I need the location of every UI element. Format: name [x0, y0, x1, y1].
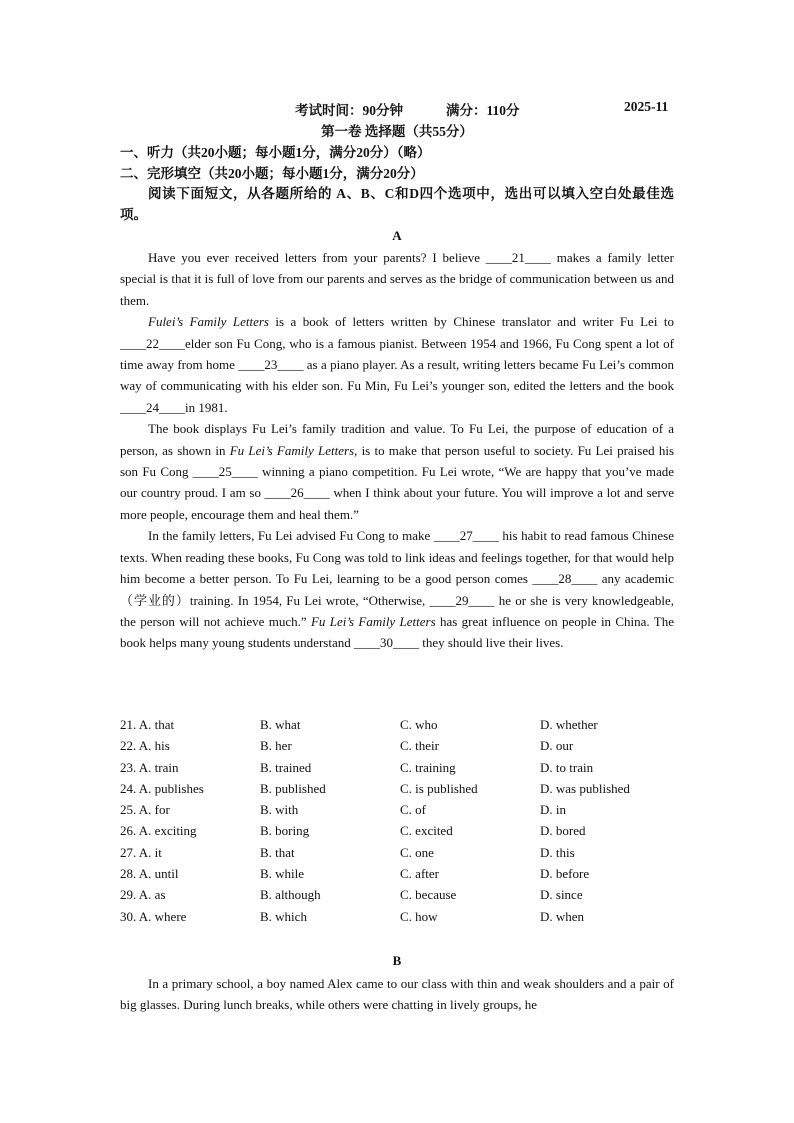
cloze-instruction: 阅读下面短文，从各题所给的 A、B、C和D四个选项中，选出可以填入空白处最佳选项。 [120, 186, 674, 222]
exam-time: 考试时间：90分钟 [295, 103, 403, 118]
full-score: 满分：110分 [446, 103, 520, 118]
option-row [120, 760, 680, 781]
option-d: D. when [540, 908, 585, 924]
option-c: C. one [400, 844, 434, 860]
option-row [120, 823, 680, 844]
option-a: 28. A. until [120, 866, 179, 882]
option-b: B. boring [260, 823, 310, 839]
passage-a-paragraph-4 [120, 525, 674, 653]
option-b: B. her [260, 738, 292, 754]
option-a: 30. A. where [120, 908, 187, 924]
option-d: D. this [540, 844, 575, 860]
option-row [120, 909, 680, 930]
passage-b-title: B [392, 953, 402, 968]
exam-date: 2025-11 [624, 99, 669, 114]
option-b: B. with [260, 802, 299, 818]
passage-a-paragraph-3 [120, 418, 674, 525]
option-a: 24. A. publishes [120, 780, 204, 796]
option-d: D. our [540, 738, 574, 754]
option-c: C. after [400, 866, 439, 882]
option-a: 25. A. for [120, 802, 170, 818]
option-d: D. was published [540, 780, 630, 796]
option-row [120, 887, 680, 908]
option-c: C. because [400, 887, 457, 903]
option-a: 27. A. it [120, 844, 162, 860]
option-c: C. excited [400, 823, 453, 839]
option-a: 21. A. that [120, 717, 175, 732]
option-row [120, 802, 680, 823]
option-row [120, 717, 680, 738]
passage-a-paragraph-2 [120, 311, 674, 418]
option-c: C. how [400, 908, 438, 924]
option-b: B. trained [260, 759, 312, 775]
passage-b-paragraph-1: In a primary school, a boy named Alex came to our class with thin and weak shoulders and a pair of big glasses. During lunch breaks, while others were chatting in lively groups, he [120, 976, 674, 1013]
paragraph-text: is a book of letters written by Chinese translator and writer Fu Lei to ____22____elder son Fu Cong, who is a famous pianist. Between 1954 and 1966, Fu Cong spent a lot of time away from home ____23____ as a piano player. As a result, writing letters became Fu Lei’s common way of communicating with his elder son. Fu Min, Fu Lei’s younger son, edited the letters and the book ____24____in 1981. [120, 314, 674, 415]
option-d: D. since [540, 887, 583, 903]
book-title: Fu Lei’s Family Letters [310, 613, 436, 629]
option-a: 23. A. train [120, 759, 179, 775]
book-title: Fu Lei’s Family Letters [229, 442, 355, 458]
option-c: C. their [400, 738, 439, 754]
option-row [120, 845, 680, 866]
book-title: Fulei’s Family Letters [148, 314, 269, 330]
option-row [120, 866, 680, 887]
passage-a-title: A [392, 228, 402, 243]
option-row [120, 738, 680, 759]
option-c: C. who [400, 717, 438, 732]
volume-title: 第一卷 选择题（共55分） [321, 124, 473, 139]
option-c: C. of [400, 802, 426, 818]
option-d: D. whether [540, 717, 598, 732]
paragraph-text: has great influence on people in China. The book helps many young students understand ____30____ they should live their lives. [120, 613, 674, 651]
paragraph-text: The book displays Fu Lei’s family tradition and value. To Fu Lei, the purpose of education of a person, as shown in [120, 421, 674, 458]
passage-a-paragraph-1: Have you ever received letters from your parents? I believe ____21____ makes a family letter special is that it is full of love from our parents and serves as the bridge of communication between us and them. [120, 250, 674, 308]
passage-b [120, 973, 674, 1016]
option-d: D. bored [540, 823, 586, 839]
option-b: B. which [260, 908, 307, 924]
option-a: 26. A. exciting [120, 823, 197, 839]
paragraph-text: , is to make that person useful to society. Fu Lei praised his son Fu Cong ____25____ winning a piano competition. Fu Lei wrote, “We are happy that you’ve made our country proud. I am so ____26____ when I think about your future. You will improve a lot and serve more people, encourage them and heal them.” [120, 442, 675, 522]
section-cloze: 二、完形填空（共20小题；每小题1分，满分20分） [120, 166, 424, 181]
option-row [120, 781, 680, 802]
passage-a [120, 247, 674, 654]
option-d: D. to train [540, 759, 594, 775]
option-a: 22. A. his [120, 738, 170, 754]
option-c: C. is published [400, 780, 478, 796]
option-b: B. what [260, 717, 301, 732]
option-a: 29. A. as [120, 887, 166, 903]
option-b: B. published [260, 780, 326, 796]
option-b: B. while [260, 866, 305, 882]
option-b: B. that [260, 844, 295, 860]
section-listening: 一、听力（共20小题；每小题1分，满分20分）（略） [120, 145, 431, 160]
paragraph-text: In the family letters, Fu Lei advised Fu Cong to make ____27____ his habit to read famous Chinese texts. When reading these books, Fu Cong was told to link ideas and feelings together, for that would help him become a better person. To Fu Lei, learning to be a good person comes ____28____ any academic（学业的）training. In 1954, Fu Lei wrote, “Otherwise, ____29____ he or she is very knowledgeable, the person will not achieve much.” [120, 528, 674, 629]
option-c: C. training [400, 759, 456, 775]
answer-options [120, 717, 680, 930]
option-d: D. before [540, 866, 590, 882]
option-d: D. in [540, 802, 566, 818]
option-b: B. although [260, 887, 321, 903]
